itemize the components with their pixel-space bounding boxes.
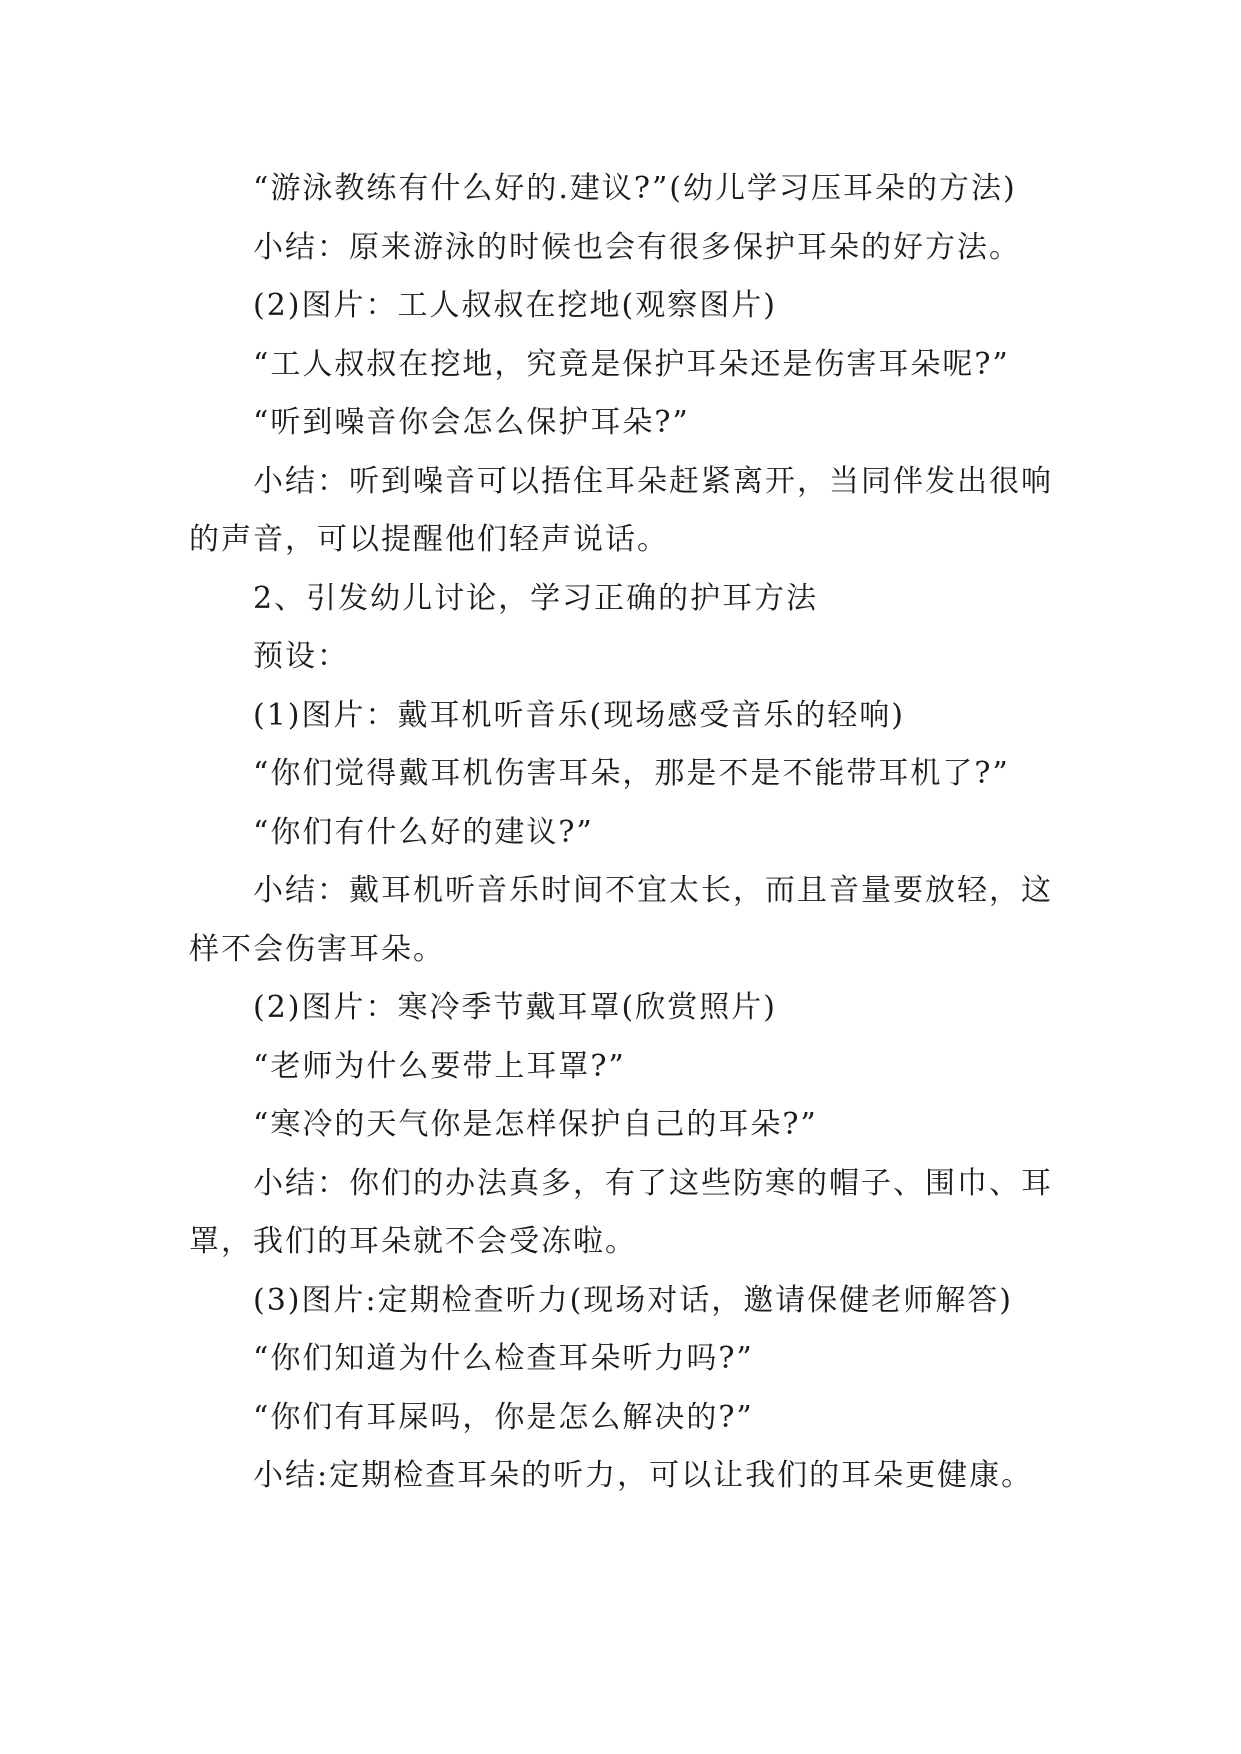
paragraph: 小结：戴耳机听音乐时间不宜太长，而且音量要放轻，这样不会伤害耳朵。 bbox=[189, 873, 1053, 967]
paragraph: “老师为什么要带上耳罩?” bbox=[253, 1048, 626, 1084]
paragraph: 预设： bbox=[253, 639, 349, 674]
paragraph: “你们有什么好的建议?” bbox=[253, 814, 594, 850]
document-body bbox=[189, 160, 1069, 1506]
paragraph: “你们知道为什么检查耳朵听力吗?” bbox=[253, 1341, 754, 1376]
paragraph: “听到噪音你会怎么保护耳朵?” bbox=[253, 405, 690, 440]
paragraph: 小结：你们的办法真多，有了这些防寒的帽子、围巾、耳罩，我们的耳朵就不会受冻啦。 bbox=[189, 1165, 1053, 1259]
paragraph: “游泳教练有什么好的.建议?”(幼儿学习压耳朵的方法) bbox=[253, 171, 1017, 206]
paragraph: 小结:定期检查耳朵的听力，可以让我们的耳朵更健康。 bbox=[253, 1458, 1034, 1493]
paragraph: (2)图片：寒冷季节戴耳罩(欣赏照片) bbox=[253, 990, 777, 1025]
paragraph: “你们觉得戴耳机伤害耳朵，那是不是不能带耳机了?” bbox=[253, 756, 1010, 791]
paragraph: “你们有耳屎吗，你是怎么解决的?” bbox=[253, 1399, 754, 1435]
paragraph: (2)图片：工人叔叔在挖地(观察图片) bbox=[253, 288, 777, 323]
paragraph: “寒冷的天气你是怎样保护自己的耳朵?” bbox=[253, 1107, 818, 1142]
paragraph: (3)图片:定期检查听力(现场对话，邀请保健老师解答) bbox=[253, 1282, 1014, 1318]
paragraph: 小结：原来游泳的时候也会有很多保护耳朵的好方法。 bbox=[253, 229, 1021, 265]
paragraph: 小结：听到噪音可以捂住耳朵赶紧离开，当同伴发出很响的声音，可以提醒他们轻声说话。 bbox=[189, 463, 1053, 557]
paragraph: “工人叔叔在挖地，究竟是保护耳朵还是伤害耳朵呢?” bbox=[253, 346, 1010, 382]
paragraph: (1)图片：戴耳机听音乐(现场感受音乐的轻响) bbox=[253, 697, 905, 733]
paragraph: 2、引发幼儿讨论，学习正确的护耳方法 bbox=[253, 580, 819, 616]
